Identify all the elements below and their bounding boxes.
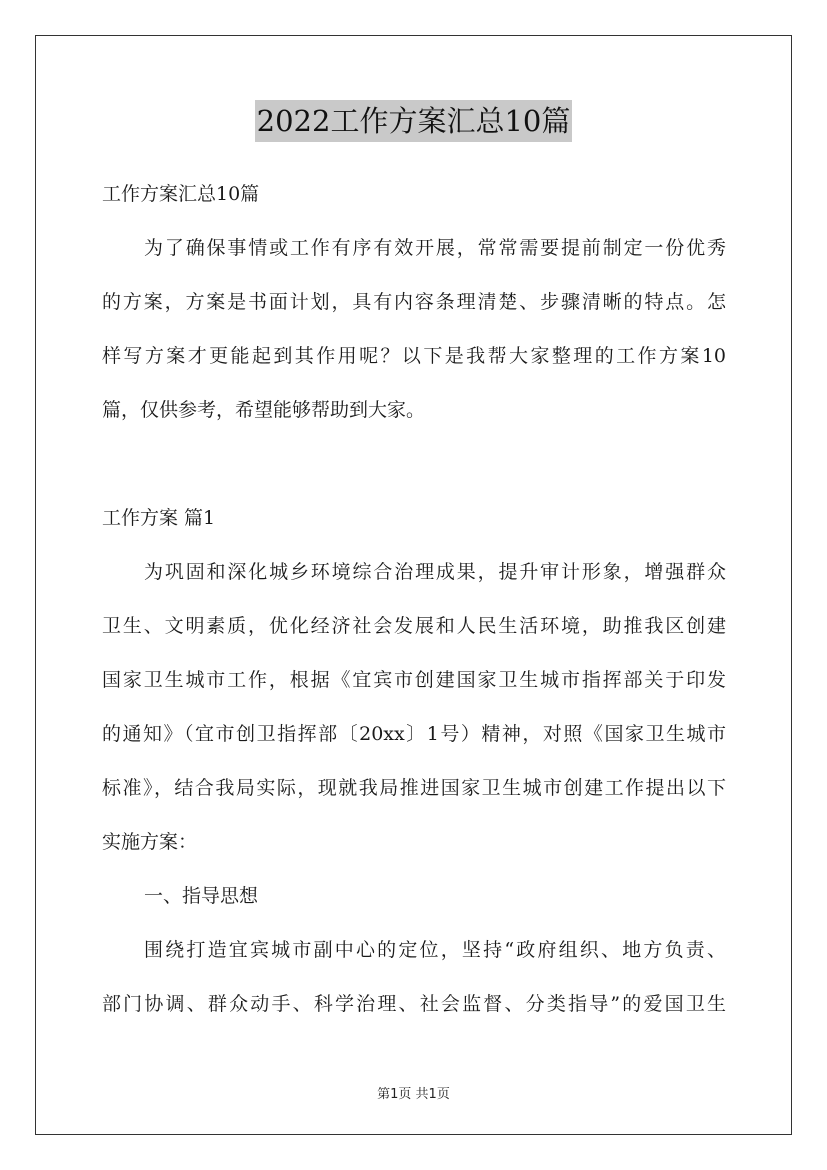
section-line: 的通知》（宜市创卫指挥部〔20xx〕1号）精神，对照《国家卫生城市 [102,723,726,745]
section-line: 标准》，结合我局实际，现就我局推进国家卫生城市创建工作提出以下 [102,777,726,799]
section-line: 卫生、文明素质，优化经济社会发展和人民生活环境，助推我区创建 [102,615,726,637]
document-title-block [0,100,827,142]
intro-line: 篇，仅供参考，希望能够帮助到大家。 [102,399,426,421]
intro-line: 样写方案才更能起到其作用呢？以下是我帮大家整理的工作方案10 [102,345,726,367]
section-heading: 工作方案 篇1 [102,507,216,529]
sub-heading: 一、指导思想 [144,885,259,907]
page-footer: 第1页 共1页 [377,1087,450,1102]
section-line: 实施方案： [102,831,198,853]
document-title: 2022工作方案汇总10篇 [255,100,573,142]
intro-line: 为了确保事情或工作有序有效开展，常常需要提前制定一份优秀 [144,237,726,259]
document-subtitle: 工作方案汇总10篇 [102,183,260,205]
section-line: 为巩固和深化城乡环境综合治理成果，提升审计形象，增强群众 [144,561,726,583]
intro-line: 的方案，方案是书面计划，具有内容条理清楚、步骤清晰的特点。怎 [102,291,726,313]
section-line: 国家卫生城市工作，根据《宜宾市创建国家卫生城市指挥部关于印发 [102,669,726,691]
guiding-line: 围绕打造宜宾城市副中心的定位，坚持“政府组织、地方负责、 [144,939,726,961]
guiding-line: 部门协调、群众动手、科学治理、社会监督、分类指导”的爱国卫生 [102,993,726,1015]
